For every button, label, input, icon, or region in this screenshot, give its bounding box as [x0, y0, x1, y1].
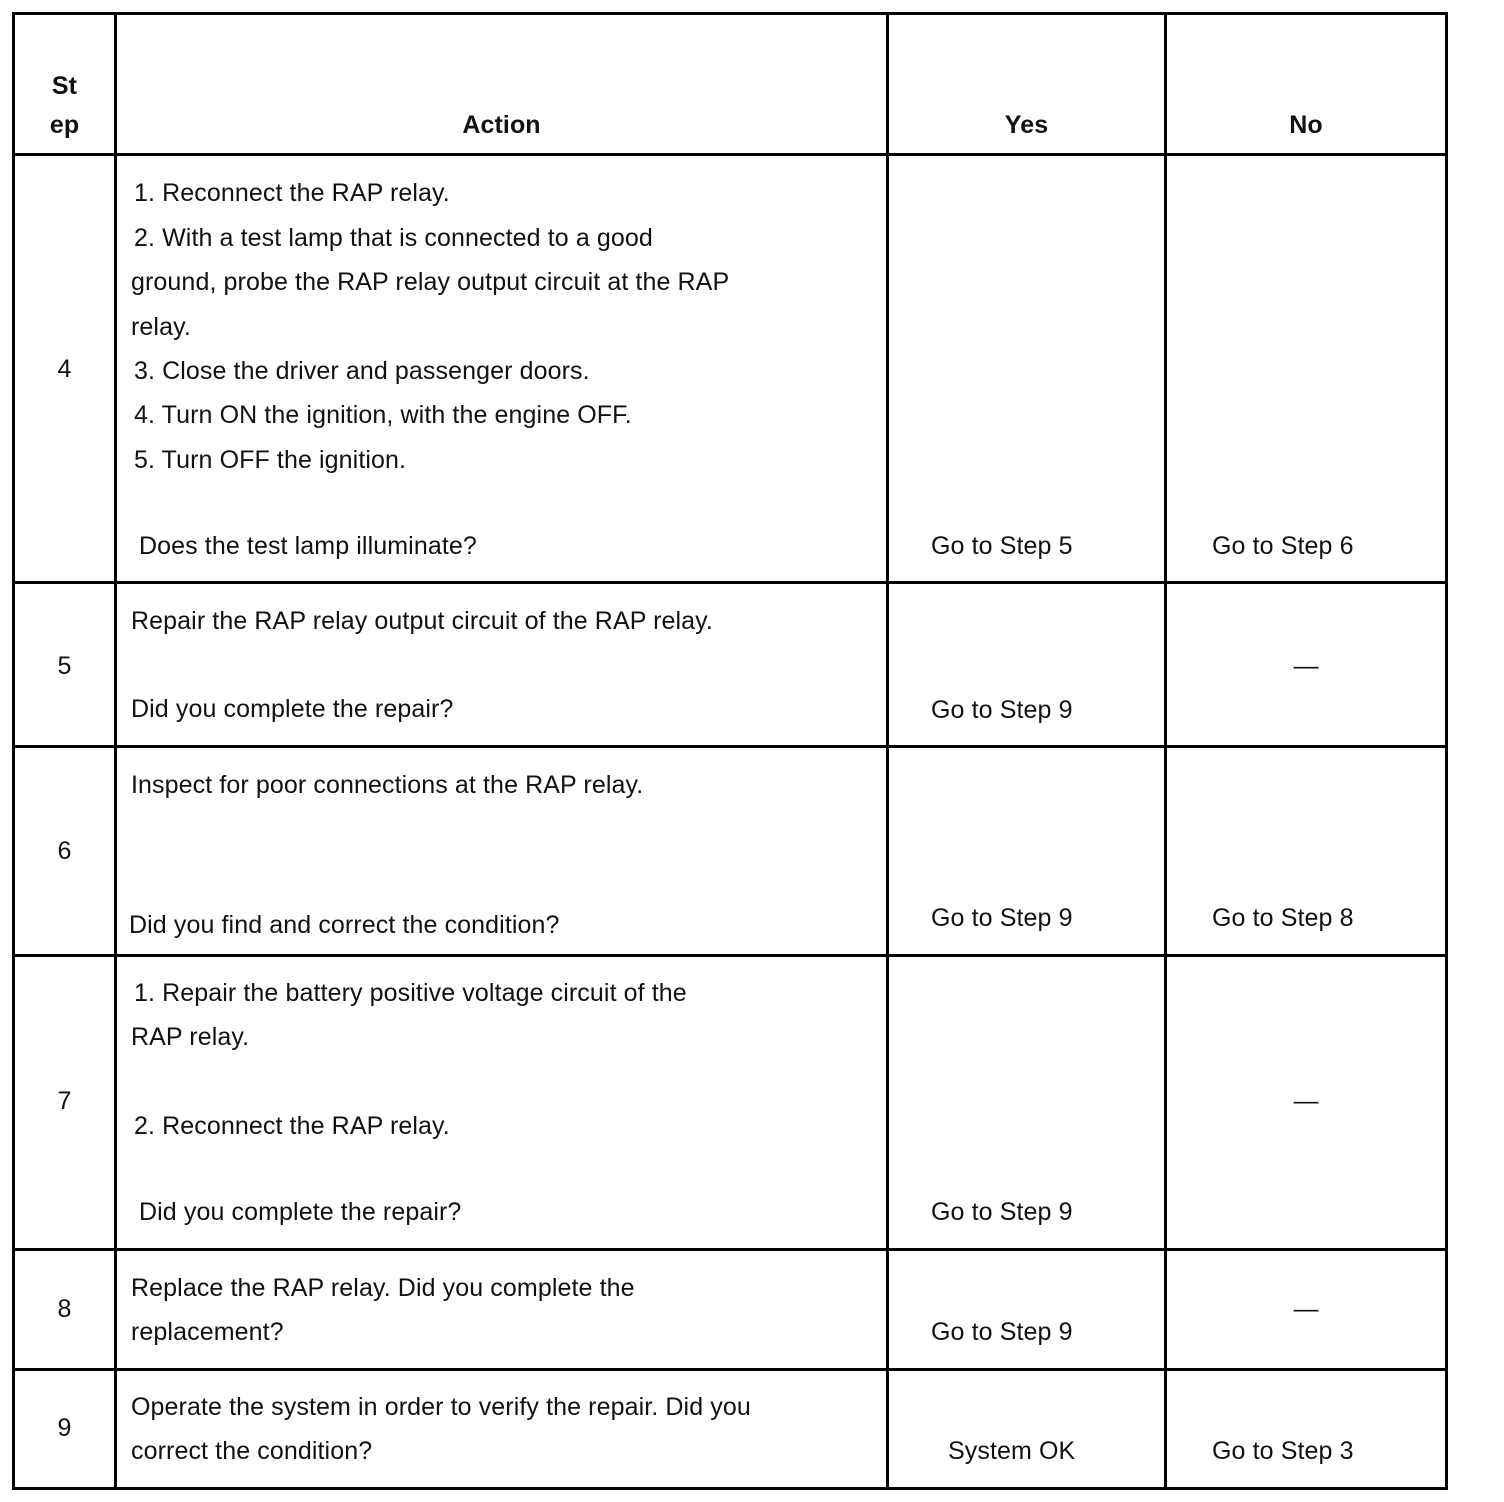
action-line: 5. Turn OFF the ignition.: [134, 446, 407, 474]
action-question: Does the test lamp illuminate?: [139, 532, 477, 560]
column-divider-action: [886, 12, 889, 1490]
header-action: Action: [462, 111, 541, 139]
no-result: Go to Step 3: [1212, 1437, 1354, 1465]
action-line: Replace the RAP relay. Did you complete the: [131, 1274, 635, 1302]
diagnostic-table: [12, 12, 1448, 1490]
no-result: Go to Step 6: [1212, 532, 1354, 560]
row-divider-8: [12, 1368, 1448, 1371]
no-result: —: [1293, 1087, 1319, 1115]
row-divider-6: [12, 954, 1448, 957]
yes-result: Go to Step 5: [931, 532, 1073, 560]
header-divider: [12, 153, 1448, 156]
header-step-line2: ep: [49, 111, 80, 139]
action-question: Did you find and correct the condition?: [129, 911, 560, 939]
yes-result: Go to Step 9: [931, 696, 1073, 724]
action-line: Operate the system in order to verify the repair. Did you: [131, 1393, 751, 1421]
action-line: ground, probe the RAP relay output circuit at the RAP: [131, 268, 730, 296]
action-line: RAP relay.: [131, 1023, 250, 1051]
step-number: 8: [57, 1295, 72, 1323]
yes-result: System OK: [948, 1437, 1076, 1465]
action-question: Did you complete the repair?: [139, 1198, 462, 1226]
row-divider-4: [12, 581, 1448, 584]
action-line: 2. With a test lamp that is connected to a good: [134, 224, 653, 252]
header-no: No: [1289, 111, 1323, 139]
action-line: 4. Turn ON the ignition, with the engine OFF.: [134, 401, 632, 429]
table-border-top: [12, 12, 1448, 15]
action-line: 1. Repair the battery positive voltage circuit of the: [134, 979, 687, 1007]
action-line: relay.: [131, 313, 191, 341]
action-line: correct the condition?: [131, 1437, 373, 1465]
action-line: Inspect for poor connections at the RAP relay.: [131, 771, 644, 799]
no-result: —: [1293, 652, 1319, 680]
column-divider-yes: [1164, 12, 1167, 1490]
step-number: 7: [57, 1087, 72, 1115]
row-divider-5: [12, 745, 1448, 748]
action-line: 3. Close the driver and passenger doors.: [134, 357, 590, 385]
step-number: 4: [57, 355, 72, 383]
table-border-right: [1445, 12, 1448, 1490]
header-step-line1: St: [51, 72, 78, 100]
yes-result: Go to Step 9: [931, 1198, 1073, 1226]
step-number: 5: [57, 652, 72, 680]
action-line: replacement?: [131, 1318, 284, 1346]
no-result: Go to Step 8: [1212, 904, 1354, 932]
step-number: 6: [57, 837, 72, 865]
step-number: 9: [57, 1414, 72, 1442]
table-border-bottom: [12, 1487, 1448, 1490]
action-question: Did you complete the repair?: [131, 695, 454, 723]
yes-result: Go to Step 9: [931, 904, 1073, 932]
yes-result: Go to Step 9: [931, 1318, 1073, 1346]
no-result: —: [1293, 1295, 1319, 1323]
table-border-left: [12, 12, 15, 1490]
action-line: 1. Reconnect the RAP relay.: [134, 179, 450, 207]
header-yes: Yes: [1004, 111, 1049, 139]
row-divider-7: [12, 1248, 1448, 1251]
action-line: Repair the RAP relay output circuit of the RAP relay.: [131, 607, 713, 635]
column-divider-step: [114, 12, 117, 1490]
action-line: 2. Reconnect the RAP relay.: [134, 1112, 450, 1140]
